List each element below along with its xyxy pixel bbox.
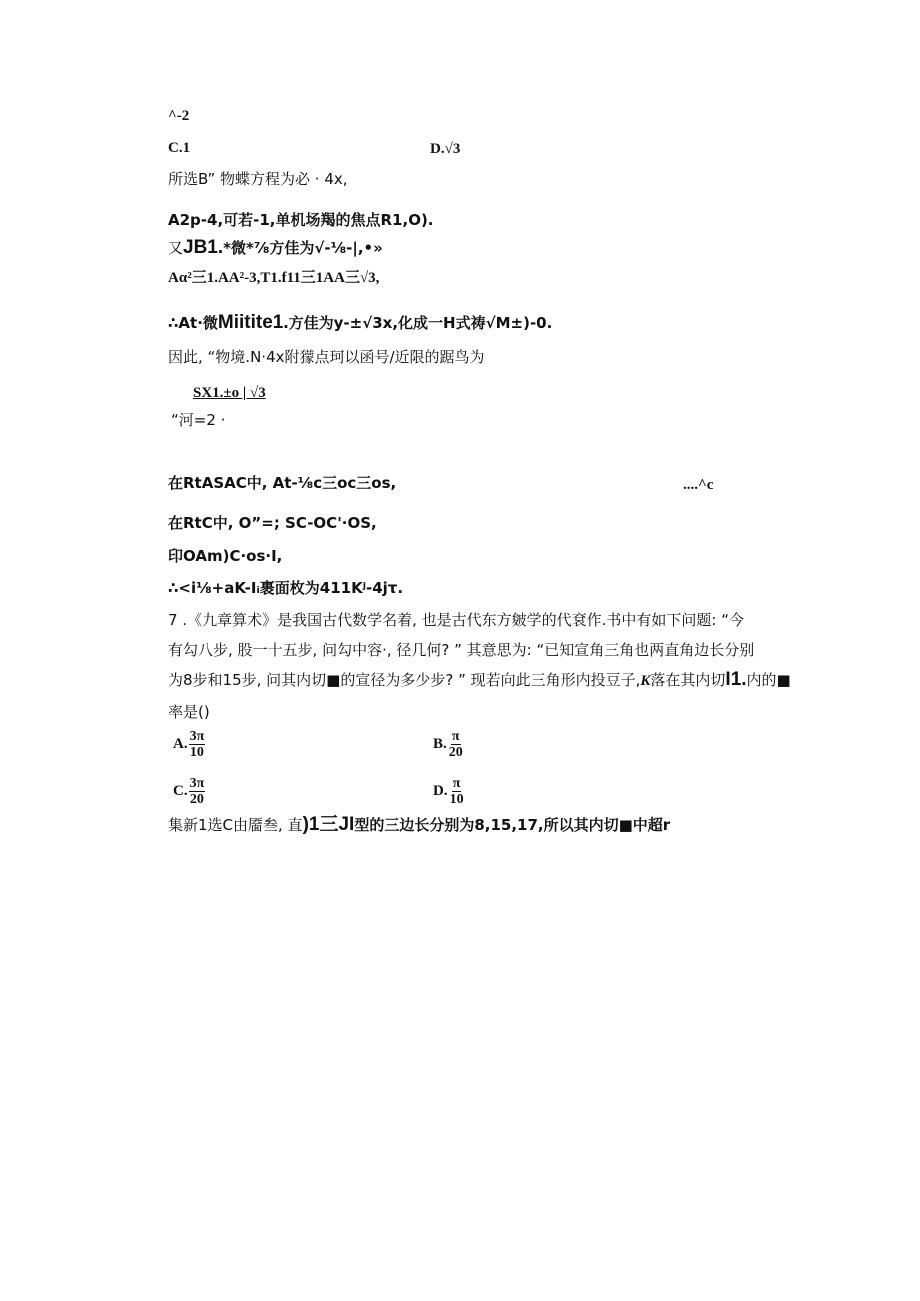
option-c-prev: C.1 xyxy=(168,140,191,156)
option-d[interactable] xyxy=(433,776,465,807)
option-b-numerator: π xyxy=(451,729,460,744)
solution-line-4: Aα²三1.AA²-3,T1.f11三1AA三√3, xyxy=(168,270,380,286)
text-segment: JB1. xyxy=(183,237,224,258)
text-segment: 落在其内切 xyxy=(650,671,726,689)
question-7-line-2: 有勾八步, 股一十五步, 问勾中容·, 径几何? ” 其意思为: “已知宣角三角也两直角边长分别 xyxy=(168,641,755,659)
text-segment: 内的■ xyxy=(746,671,791,689)
text-segment: ∴At·微 xyxy=(168,314,218,332)
solution-line-1: 所选B” 物蝶方程为必 · 4x, xyxy=(168,170,348,188)
option-d-numerator: π xyxy=(452,776,461,791)
option-d-prev: D.√3 xyxy=(430,141,461,157)
distance-expression: SX1.±o | √3 xyxy=(193,385,266,401)
option-b-label: B. xyxy=(433,736,447,752)
question-7-line-3 xyxy=(168,670,791,691)
text-segment: 为8步和15步, 问其内切■的宣径为多少步? ” 现若向此三角形内投豆子, xyxy=(168,671,641,689)
text-segment: 型的三边长分别为8,15,17,所以其内切■中超r xyxy=(354,816,671,834)
option-c[interactable] xyxy=(173,776,205,807)
margin-note: ....^c xyxy=(683,477,714,493)
question-7-solution xyxy=(168,815,670,836)
text-segment: 方佳为y-±√3x,化成一H式祷√M±)-0. xyxy=(288,314,553,332)
option-a-fraction xyxy=(189,729,206,760)
option-b[interactable] xyxy=(433,729,464,760)
option-d-fraction xyxy=(449,776,465,807)
text-segment: K xyxy=(640,673,651,689)
solution-line-10: ∴<i⅛+aK-Iᵢ裹面枚为411Kʲ-4jτ. xyxy=(168,579,404,597)
option-c-numerator: 3π xyxy=(189,776,205,791)
option-a-label: A. xyxy=(173,736,188,752)
question-7-line-4: 率是() xyxy=(168,703,210,721)
solution-line-5 xyxy=(168,313,552,334)
option-a-denominator: 10 xyxy=(189,745,204,760)
question-7-line-1: 7 .《九章算术》是我国古代数学名着, 也是古代东方皴学的代袞作.书中有如下问题: “今 xyxy=(168,611,744,629)
option-b-denominator: 20 xyxy=(448,745,463,760)
option-a-numerator: 3π xyxy=(189,729,205,744)
text-segment: I1. xyxy=(725,669,747,690)
solution-line-8: 在RtC中, O”=; SC-OC'·OS, xyxy=(168,514,377,532)
text-segment: )1三JI xyxy=(302,814,355,835)
text-segment: 集新1选C由靥叁, 直 xyxy=(168,816,303,834)
distance-result: “河=2 · xyxy=(171,411,226,429)
text-segment: *微*⅞方佳为√-⅛-|,•» xyxy=(223,239,383,257)
option-c-label: C. xyxy=(173,783,188,799)
solution-line-6: 因此, “物境.N·4x附獴点珂以函号/近限的踞鸟为 xyxy=(168,348,485,366)
solution-line-2: A2p-4,可若-1,单机场羯的焦点R1,O). xyxy=(168,211,434,229)
option-c-denominator: 20 xyxy=(189,792,204,807)
option-d-label: D. xyxy=(433,783,448,799)
solution-line-7: 在RtASAC中, At-⅛c三oc三os, xyxy=(168,474,397,492)
solution-line-3 xyxy=(168,238,383,259)
text-segment: Miitite1. xyxy=(217,312,289,333)
text-segment: 又 xyxy=(168,239,184,257)
option-b-fraction xyxy=(448,729,464,760)
option-c-fraction xyxy=(189,776,206,807)
solution-line-9: 印OAm)C·os·I, xyxy=(168,547,283,565)
answer-fragment-a: ^-2 xyxy=(168,108,190,124)
option-a[interactable] xyxy=(173,729,205,760)
option-d-denominator: 10 xyxy=(449,792,464,807)
